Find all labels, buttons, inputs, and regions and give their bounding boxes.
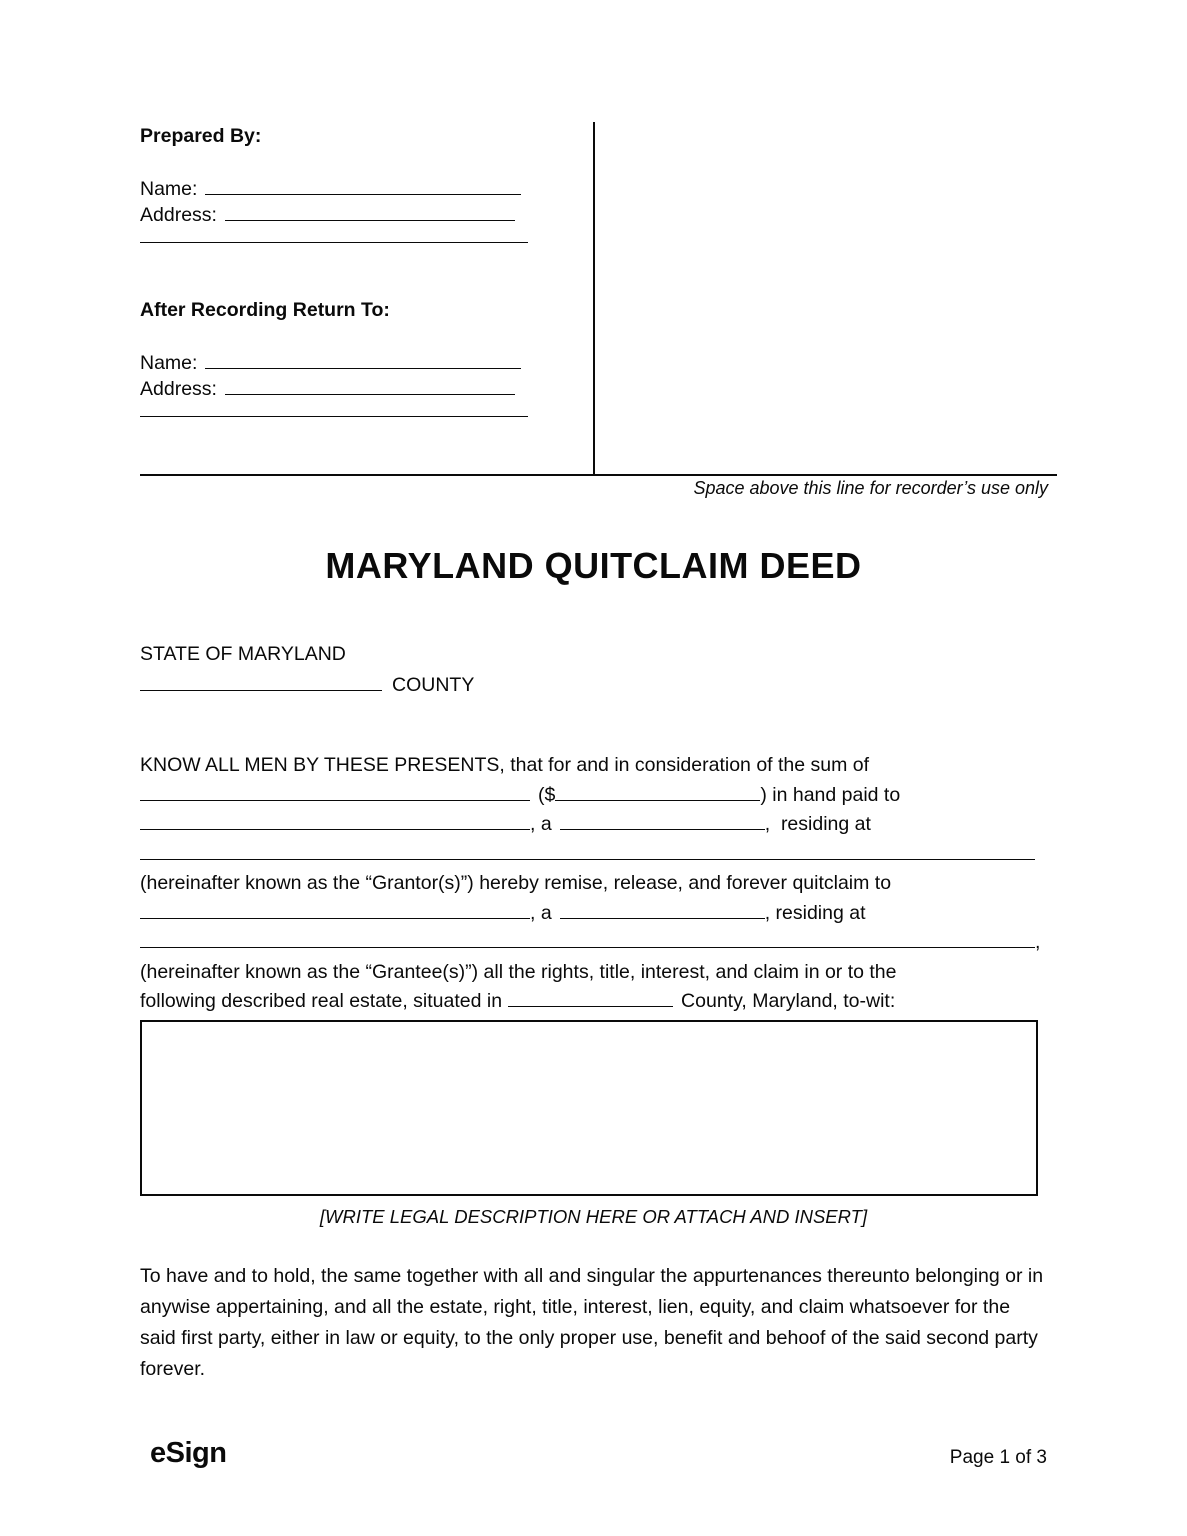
recorder-header bbox=[140, 124, 596, 417]
state-block bbox=[140, 641, 474, 698]
grantor-address-line bbox=[140, 840, 1060, 870]
grantee-address-line bbox=[140, 928, 1060, 958]
consideration-intro-line: KNOW ALL MEN BY THESE PRESENTS, that for and in consideration of the sum of bbox=[140, 754, 870, 776]
consideration-amount-line bbox=[140, 781, 1060, 811]
prepared-by-name-row bbox=[140, 176, 596, 202]
return-to-address-blank bbox=[225, 376, 515, 395]
address-label: Address: bbox=[140, 204, 217, 226]
grantor-residing-text: , residing at bbox=[764, 813, 871, 835]
return-to-name-blank bbox=[205, 350, 521, 369]
prepared-by-name-blank bbox=[205, 176, 521, 195]
grantee-entity-type-blank bbox=[560, 900, 765, 919]
grantee-clause-line: (hereinafter known as the “Grantee(s)”) all the rights, title, interest, and claim in or to the bbox=[140, 960, 897, 983]
county-blank bbox=[140, 672, 382, 691]
habendum-paragraph: To have and to hold, the same together with all and singular the appurtenances thereunto belonging or in anywise appertaining, and all the estate, right, title, interest, lien, equity, and claim whatsoever for the said first party, either in law or equity, to the only proper use, benefit and behoof of the said second party forever. bbox=[140, 1265, 1044, 1380]
situs-line bbox=[140, 987, 1060, 1017]
grantee-name-blank bbox=[140, 900, 530, 919]
grantee-residing-text: , residing at bbox=[764, 901, 866, 924]
return-to-address-line2-blank bbox=[140, 402, 528, 417]
grantor-a-text: , a bbox=[530, 813, 552, 835]
grantor-entity-type-blank bbox=[560, 811, 765, 830]
legal-description-box bbox=[140, 1020, 1038, 1196]
prepared-by-address-blank bbox=[225, 202, 515, 221]
in-hand-paid-text: ) in hand paid to bbox=[760, 783, 901, 806]
grantor-address-blank bbox=[140, 841, 1035, 860]
granting-paragraph bbox=[140, 751, 1060, 1017]
prepared-by-heading: Prepared By: bbox=[140, 125, 262, 147]
prepared-by-address-row bbox=[140, 202, 596, 228]
prepared-by-address-line2-blank bbox=[140, 228, 528, 243]
return-to-heading: After Recording Return To: bbox=[140, 299, 390, 321]
legal-description-note: [WRITE LEGAL DESCRIPTION HERE OR ATTACH AND INSERT] bbox=[319, 1206, 868, 1227]
page-number: Page 1 of 3 bbox=[949, 1447, 1047, 1468]
page-title: MARYLAND QUITCLAIM DEED bbox=[325, 545, 862, 586]
situated-in-text: following described real estate, situated in bbox=[140, 990, 503, 1012]
grantee-address-blank bbox=[140, 929, 1035, 948]
grantee-line bbox=[140, 899, 1060, 929]
grantor-line bbox=[140, 810, 1060, 840]
return-to-address-row bbox=[140, 376, 596, 402]
trailing-comma-text: , bbox=[1035, 931, 1041, 953]
county-maryland-text: County, Maryland, to-wit: bbox=[681, 990, 896, 1012]
name-label: Name: bbox=[140, 178, 198, 200]
name-label: Name: bbox=[140, 352, 198, 374]
header-vertical-divider bbox=[593, 122, 595, 474]
situs-county-blank bbox=[508, 988, 673, 1007]
consideration-words-blank bbox=[140, 782, 530, 801]
state-of-maryland-line: STATE OF MARYLAND bbox=[140, 643, 346, 665]
grantor-clause-line: (hereinafter known as the “Grantor(s)”) hereby remise, release, and forever quitclaim to bbox=[140, 872, 892, 894]
county-label: COUNTY bbox=[392, 674, 475, 696]
county-line bbox=[140, 672, 474, 698]
address-label: Address: bbox=[140, 378, 217, 400]
return-to-name-row bbox=[140, 350, 596, 376]
paren-dollar-text: ($ bbox=[538, 783, 556, 806]
esign-logo: eSign bbox=[150, 1437, 227, 1469]
consideration-amount-blank bbox=[555, 782, 760, 801]
grantor-name-blank bbox=[140, 811, 530, 830]
grantee-a-text: , a bbox=[530, 901, 552, 924]
recorder-line bbox=[140, 474, 1057, 476]
recorder-use-note: Space above this line for recorder’s use only bbox=[693, 478, 1048, 498]
